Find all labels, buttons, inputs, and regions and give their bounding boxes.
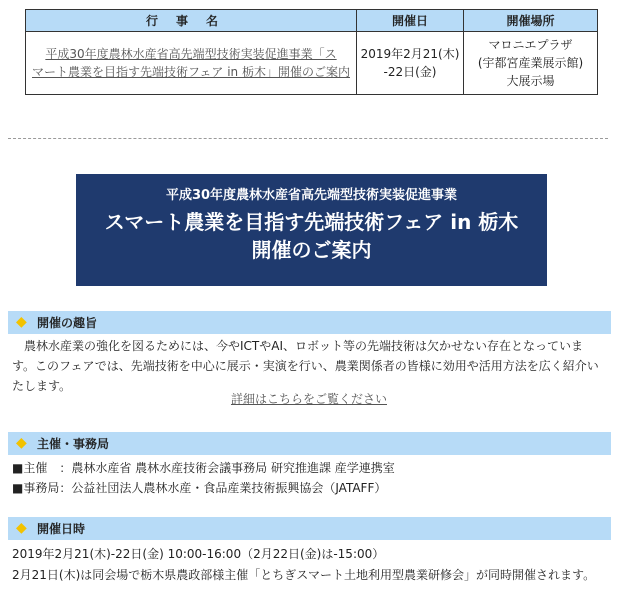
event-date-line1: 2019年2月21(木) <box>360 47 460 61</box>
section-header-organizer <box>8 432 611 455</box>
table-row <box>26 32 598 95</box>
diamond-icon: ◆ <box>16 520 27 536</box>
event-name-link-line1: 平成30年度農林水産省高先端型技術実装促進事業「ス <box>45 47 337 61</box>
organizer-text <box>12 458 604 498</box>
events-table <box>25 9 598 95</box>
section-title-organizer: 主催・事務局 <box>37 437 110 451</box>
event-name-link[interactable] <box>32 47 350 79</box>
section-title-dates: 開催日時 <box>37 522 86 536</box>
section-title-purpose: 開催の趣旨 <box>37 316 98 330</box>
section-header-purpose <box>8 311 611 334</box>
event-venue-line3: 大展示場 <box>506 74 555 88</box>
event-venue-line2: (宇都宮産業展示館) <box>477 56 584 70</box>
detail-link[interactable]: 詳細はこちらをご覧ください <box>230 392 387 406</box>
secretariat-line: ■事務局：公益社団法人農林水産・食品産業技術振興協会（JATAFF） <box>12 481 387 495</box>
column-header-date: 開催日 <box>357 10 464 32</box>
event-name-link-line2: マート農業を目指す先端技術フェア in 栃木」開催のご案内 <box>32 65 350 79</box>
hero-subtitle: 平成30年度農林水産省高先端型技術実装促進事業 <box>165 188 458 203</box>
section-header-dates <box>8 517 611 540</box>
dates-text <box>12 544 612 586</box>
hero-banner <box>76 174 547 286</box>
diamond-icon: ◆ <box>16 435 27 451</box>
column-header-venue: 開催場所 <box>464 10 598 32</box>
hero-title-line2: 開催のご案内 <box>251 238 372 262</box>
event-name-cell <box>26 32 357 95</box>
purpose-text: 農林水産業の強化を図るためには、今やICTやAI、ロボット等の先端技術は欠かせない存在となっています。このフェアでは、先端技術を中心に展示・実演を行い、農業関係者の皆様に効用や活用方法を広く紹介いたします。 <box>12 339 599 393</box>
dashed-divider <box>8 138 608 139</box>
event-venue-line1: マロニエプラザ <box>488 38 573 52</box>
events-table-header-row <box>26 10 598 32</box>
column-header-event-name: 行事名 <box>26 10 357 32</box>
organizer-line: ■主催 ：農林水産省 農林水産技術会議事務局 研究推進課 産学連携室 <box>12 461 395 475</box>
detail-link-container <box>0 390 618 407</box>
dates-line-schedule: 2019年2月21(木)-22日(金) 10:00-16:00（2月22日(金)は-15:00） <box>12 547 385 561</box>
event-venue-cell <box>464 32 598 95</box>
event-date-line2: -22日(金) <box>383 65 437 79</box>
hero-title: スマート農業を目指す先端技術フェア in 栃木 <box>104 210 519 234</box>
diamond-icon: ◆ <box>16 314 27 330</box>
event-date-cell <box>357 32 464 95</box>
dates-line-note: 2月21日(木)は同会場で栃木県農政部様主催「とちぎスマート土地利用型農業研修会」が同時開催されます。 <box>12 568 596 582</box>
